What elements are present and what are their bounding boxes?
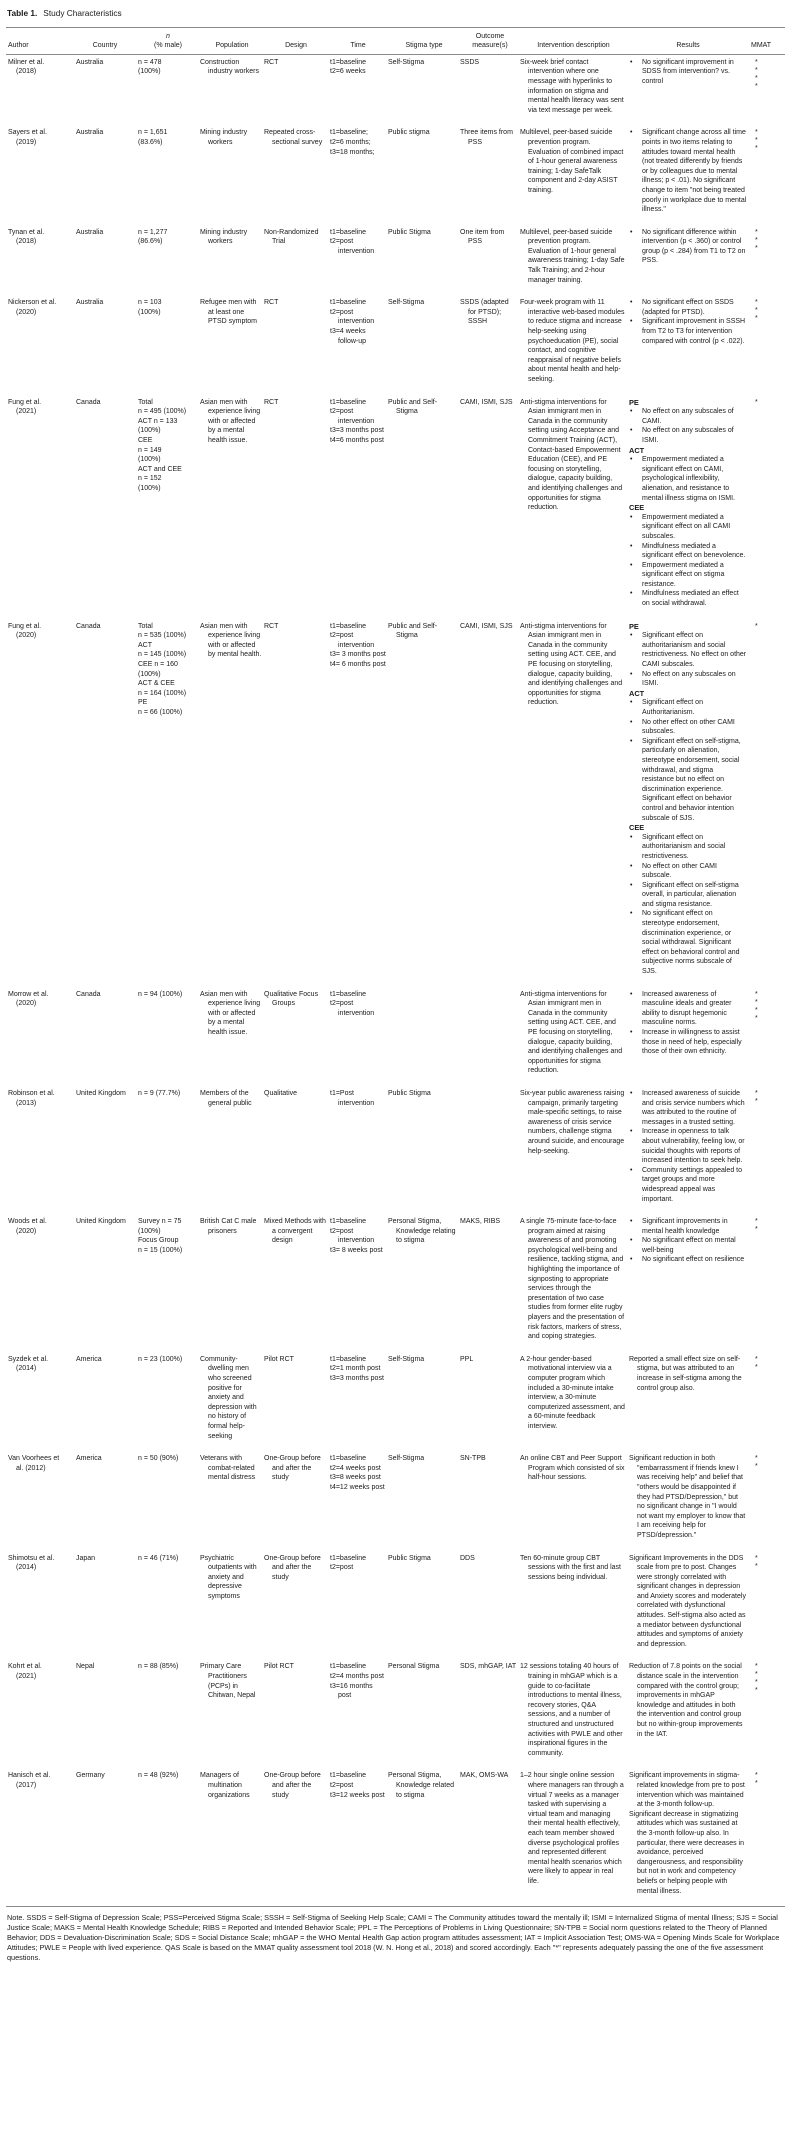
stigma-type-cell: Self-Stigma (388, 1455, 425, 1463)
mmat-star: * (755, 1663, 758, 1671)
results-cell (627, 1659, 749, 1768)
stigma-type-cell: Self-Stigma (388, 1355, 425, 1363)
results-cell (627, 619, 749, 987)
mmat-score-cell (749, 1352, 785, 1451)
author-cell: Fung et al. (2020) (8, 622, 42, 640)
mmat-star: * (755, 244, 758, 252)
mmat-star: * (755, 315, 758, 323)
table-row (6, 1659, 785, 1768)
time-cell: t1=baseline t2=post t3=12 weeks post (330, 1772, 385, 1799)
mmat-star: * (755, 998, 758, 1006)
mmat-star: * (755, 398, 758, 406)
intervention-cell: 1–2 hour single online session where managers ran through a virtual 7 weeks as a manager tasked with supervising a virtual team and managing their mental health effectively, each team member showed diverse psychological profiles and represented different mental health scenarios which were likely to appear in real life. (520, 1772, 624, 1885)
outcome-cell: MAK, OMS-WA (460, 1772, 509, 1780)
mmat-star: * (755, 1671, 758, 1679)
population-cell: Refugee men with at least one PTSD symptom (200, 299, 258, 326)
mmat-star: * (755, 622, 758, 630)
design-cell: RCT (264, 622, 279, 630)
study-characteristics-table (6, 27, 785, 1908)
sample-size-cell: n = 48 (92%) (138, 1772, 179, 1780)
mmat-score-cell (749, 54, 785, 125)
result-item: • Significant improvement in SSSH from T2 to T3 for intervention compared with control (p < .022). (629, 317, 747, 346)
header-n: n (% male) (153, 32, 182, 50)
result-item: • No effect on other CAMI subscale. (629, 862, 747, 881)
design-cell: Repeated cross-sectional survey (264, 129, 323, 146)
mmat-star: * (755, 66, 758, 74)
population-cell: Mining industry workers (200, 228, 248, 246)
sample-size-cell: n = 23 (100%) (138, 1355, 183, 1363)
result-item: • No significant difference within intervention (p < .360) or control group (p < .284) from T1 to T2 on PSS. (629, 228, 747, 266)
mmat-star: * (755, 1679, 758, 1687)
table-title: Study Characteristics (43, 8, 122, 18)
results-group-label: CEE (629, 823, 645, 833)
time-cell: t1=baseline; t2=6 months; t3=18 months; (330, 129, 375, 156)
mmat-star: * (755, 137, 758, 145)
table-row (6, 395, 785, 619)
mmat-score-cell (749, 1214, 785, 1352)
table-row (6, 1214, 785, 1352)
country-cell: Australia (76, 299, 104, 307)
country-cell: Nepal (76, 1663, 95, 1671)
results-list (629, 58, 747, 87)
mmat-score-cell (749, 1086, 785, 1214)
country-cell: America (76, 1455, 102, 1463)
population-cell: Asian men with experience living with or affected by mental health. (200, 622, 262, 659)
mmat-star: * (755, 1772, 758, 1780)
mmat-star: * (755, 1687, 758, 1695)
result-item: • Significant change across all time points in two items relating to attitudes toward mental health (not treated differently by friends or by colleagues due to mental illness; p < .01). No significant change to item "not being treated poorly in workplace due to mental illness." (629, 128, 747, 214)
sample-size-cell: n = 103 (100%) (138, 299, 162, 316)
stigma-type-cell: Public stigma (388, 129, 430, 137)
results-cell (627, 1551, 749, 1660)
outcome-cell: Three items from PSS (460, 129, 513, 146)
results-group-label: PE (629, 397, 639, 407)
result-item: • No significant improvement in SDSS from intervention? vs. control (629, 58, 747, 87)
outcome-cell: One item from PSS (460, 228, 505, 246)
results-list (629, 1089, 747, 1204)
sample-size-cell: n = 46 (71%) (138, 1554, 179, 1562)
time-cell: t1=Post intervention (330, 1089, 375, 1107)
result-text: Significant Improvements in the DDS scale from pre to post. Changes were strongly correlated with significant changes in depression and Anxiety scores and moderately correlated with dysfunctional attitudes. Self-stigma also acted as a mediator between dysfunctional attitudes and symptoms of anxiety and depression. (629, 1554, 746, 1648)
mmat-star: * (755, 990, 758, 998)
table-row (6, 987, 785, 1086)
country-cell: United Kingdom (76, 1089, 126, 1097)
table-label: Table 1. (7, 8, 38, 18)
result-item: • No significant effect on SSDS (adapted for PTSD). (629, 298, 747, 317)
mmat-star: * (755, 236, 758, 244)
sample-size-cell: Total n = 535 (100%) ACT n = 145 (100%) CEE n = 160 (100%) ACT & CEE n = 164 (100%) PE n = 66 (100%) (138, 622, 187, 716)
stigma-type-cell (388, 987, 460, 1086)
design-cell: One-Group before and after the study (264, 1554, 321, 1581)
outcome-cell: SSDS (460, 58, 480, 66)
result-item: • No effect on any subscales on ISMI. (629, 670, 747, 689)
table-row (6, 1352, 785, 1451)
result-item: • Significant effect on self-stigma overall, in particular, alienation and stigma resistance. (629, 881, 747, 910)
mmat-star: * (755, 58, 758, 66)
results-cell (627, 1214, 749, 1352)
country-cell: United Kingdom (76, 1218, 126, 1226)
header-author: Author (8, 42, 29, 50)
table-row (6, 54, 785, 125)
mmat-star: * (755, 307, 758, 315)
result-item: • No other effect on other CAMI subscales. (629, 718, 747, 737)
results-group-label: PE (629, 621, 639, 631)
mmat-score-cell (749, 395, 785, 619)
author-cell: Tynan et al. (2018) (8, 228, 45, 246)
results-cell (627, 295, 749, 394)
header-country: Country (92, 42, 118, 50)
mmat-star: * (755, 129, 758, 137)
intervention-cell: A single 75-minute face-to-face program aimed at raising awareness of and promoting psychological well-being and resilience, tackling stigma, and highlighting the importance of signposting to appropriate services through the presentation of two case studies from former elite rugby players and the presentation of risk factors, markers of stress, and coping strategies. (520, 1218, 625, 1341)
stigma-type-cell: Public Stigma (388, 1089, 431, 1097)
author-cell: Morrow et al. (2020) (8, 990, 49, 1008)
intervention-cell: Six-week brief contact intervention where one message with hyperlinks to information on stigma and mental health literacy was sent via text message per week. (520, 58, 624, 114)
results-list (629, 513, 747, 609)
results-list (629, 228, 747, 266)
time-cell: t1=baseline t2=4 months post t3=16 months post (330, 1663, 384, 1700)
mmat-star: * (755, 82, 758, 90)
mmat-star: * (755, 1218, 758, 1226)
table-row (6, 619, 785, 987)
results-list (629, 833, 747, 977)
sample-size-cell: n = 478 (100%) (138, 58, 162, 76)
author-cell: Kohrt et al. (2021) (8, 1663, 42, 1681)
intervention-cell: Four-week program with 11 interactive web-based modules to reduce stigma and increase help-seeking using psychoeducation (PE), social contact, and cognitive reappraisal of negative beliefs about mental health and help-seeking. (520, 299, 625, 383)
population-cell: Asian men with experience living with or affected by a mental health issue. (200, 398, 261, 444)
design-cell: Non-Randomized Trial (264, 228, 319, 246)
mmat-score-cell (749, 1551, 785, 1660)
result-text: Reported a small effect size on self-stigma, but was attributed to an increase in self-stigma among the control group also. (629, 1355, 742, 1392)
mmat-star: * (755, 1463, 758, 1471)
table-row (6, 225, 785, 296)
results-list (629, 990, 747, 1057)
mmat-star: * (755, 1455, 758, 1463)
country-cell: America (76, 1355, 102, 1363)
result-item: • No significant effect on stereotype endorsement, discrimination experience, or social withdrawal. Significant effect on behavioral control and subjective norms subscale of SJS. (629, 909, 747, 976)
stigma-type-cell: Self-Stigma (388, 299, 425, 307)
outcome-cell: MAKS, RIBS (460, 1218, 501, 1226)
intervention-cell: Anti-stigma interventions for Asian immigrant men in Canada in the community setting using Acceptance and Commitment Training (ACT), Contact-based Empowerment Education (CEE), and PE focusing on storytelling, dialogue, capacity building, and identifying challenges and opportunities for stigma reduction. (520, 398, 623, 512)
time-cell: t1=baseline t2=post intervention (330, 228, 375, 255)
outcome-cell (460, 987, 520, 1086)
results-list (629, 698, 747, 823)
country-cell: Australia (76, 58, 104, 66)
result-item: • Mindfulness mediated a significant effect on benevolence. (629, 542, 747, 561)
stigma-type-cell: Public and Self-Stigma (388, 398, 438, 416)
population-cell: Mining industry workers (200, 129, 248, 146)
mmat-star: * (755, 1097, 758, 1105)
time-cell: t1=baseline t2=post (330, 1554, 367, 1572)
author-cell: Shimotsu et al. (2014) (8, 1554, 55, 1572)
time-cell: t1=baseline t2=post intervention t3=4 weeks follow-up (330, 299, 375, 345)
result-text: Significant decrease in stigmatizing attitudes which was sustained at the 3-month follow-up also. In particular, there were decreases in avoidance, perceived dangerousness, and responsibility but not in work and competency beliefs or helping people with mental illness. (629, 1810, 744, 1895)
sample-size-cell: n = 94 (100%) (138, 990, 183, 998)
design-cell: RCT (264, 58, 279, 66)
result-item: • Increase in willingness to assist those in need of help, especially those of their own ethnicity. (629, 1028, 747, 1057)
results-group-label: ACT (629, 445, 645, 455)
intervention-cell: Ten 60-minute group CBT sessions with the first and last sessions being individual. (520, 1554, 621, 1581)
results-list (629, 407, 747, 445)
population-cell: Asian men with experience living with or affected by a mental health issue. (200, 990, 261, 1036)
mmat-score-cell (749, 225, 785, 296)
header-results: Results (676, 42, 700, 50)
mmat-star: * (755, 1355, 758, 1363)
mmat-score-cell (749, 1451, 785, 1550)
result-item: • Empowerment mediated a significant effect on all CAMI subscales. (629, 513, 747, 542)
results-cell (627, 125, 749, 224)
outcome-cell: CAMI, ISMI, SJS (460, 398, 513, 406)
design-cell: Mixed Methods with a convergent design (264, 1218, 326, 1245)
design-cell: Pilot RCT (264, 1663, 294, 1671)
mmat-star: * (755, 1780, 758, 1788)
time-cell: t1=baseline t2=post intervention t3= 8 weeks post (330, 1218, 383, 1254)
mmat-star: * (755, 1089, 758, 1097)
intervention-cell: A 2-hour gender-based motivational interview via a computer program which included a 30-minute intake interview, a 30-minute computerized assessment, and a 60-minute feedback interview. (520, 1355, 625, 1430)
country-cell: Australia (76, 228, 104, 236)
table-row (6, 1086, 785, 1214)
header-mmat: MMAT (751, 42, 772, 50)
author-cell: Robinson et al. (2013) (8, 1089, 55, 1107)
result-item: • Mindfulness mediated an effect on social withdrawal. (629, 589, 747, 608)
results-list (629, 298, 747, 346)
design-cell: Qualitative (264, 1089, 298, 1097)
stigma-type-cell: Public Stigma (388, 228, 431, 236)
country-cell: Canada (76, 398, 101, 406)
author-cell: Hanisch et al. (2017) (8, 1772, 51, 1789)
stigma-type-cell: Personal Stigma (388, 1663, 440, 1671)
table-row (6, 1451, 785, 1550)
intervention-cell: Anti-stigma interventions for Asian immigrant men in Canada in the community setting using ACT. CEE, and PE focusing on storytelling, dialogue, capacity building, and identifying challenges and opportunities for stigma reduction. (520, 622, 623, 707)
header-population: Population (215, 42, 249, 50)
results-list (629, 631, 747, 689)
design-cell: One-Group before and after the study (264, 1772, 321, 1799)
author-cell: Sayers et al. (2019) (8, 129, 47, 146)
stigma-type-cell: Public Stigma (388, 1554, 431, 1562)
header-stigma-type: Stigma type (405, 42, 443, 50)
design-cell: Qualitative Focus Groups (264, 990, 319, 1008)
design-cell: Pilot RCT (264, 1355, 294, 1363)
result-item: • Increase in openness to talk about vulnerability, feeling low, or suicidal thoughts with reports of increased intention to seek help. (629, 1127, 747, 1165)
table-row (6, 1768, 785, 1906)
results-cell (627, 1352, 749, 1451)
mmat-score-cell (749, 987, 785, 1086)
table-header-row (6, 27, 785, 54)
sample-size-cell: n = 9 (77.7%) (138, 1089, 181, 1097)
results-cell (627, 225, 749, 296)
mmat-star: * (755, 228, 758, 236)
mmat-star: * (755, 74, 758, 82)
population-cell: British Cat C male prisoners (200, 1218, 257, 1235)
design-cell: One-Group before and after the study (264, 1455, 321, 1482)
result-item: • Community settings appealed to target groups and more widespread appeal was important. (629, 1166, 747, 1204)
results-cell (627, 395, 749, 619)
mmat-score-cell (749, 125, 785, 224)
results-cell (627, 1768, 749, 1906)
result-text: Significant improvements in stigma-related knowledge from pre to post intervention which was maintained at the 3-month follow-up. (629, 1772, 745, 1809)
sample-size-cell: Survey n = 75 (100%) Focus Group n = 15 (100%) (138, 1218, 183, 1254)
results-list (629, 128, 747, 214)
result-item: • Significant improvements in mental health knowledge (629, 1217, 747, 1236)
results-cell (627, 54, 749, 125)
mmat-score-cell (749, 619, 785, 987)
mmat-score-cell (749, 1659, 785, 1768)
stigma-type-cell: Public and Self-Stigma (388, 622, 438, 640)
stigma-type-cell: Self-Stigma (388, 58, 425, 66)
time-cell: t1=baseline t2=post intervention t3=3 months post t4=6 months post (330, 398, 384, 444)
time-cell: t1=baseline t2=post intervention (330, 990, 375, 1017)
population-cell: Community-dwelling men who screened positive for anxiety and depression with no history of formal help-seeking (200, 1355, 257, 1440)
results-cell (627, 987, 749, 1086)
author-cell: Fung et al. (2021) (8, 398, 42, 416)
time-cell: t1=baseline t2=post intervention t3= 3 months post t4= 6 months post (330, 622, 386, 669)
outcome-cell: CAMI, ISMI, SJS (460, 622, 513, 630)
table-row (6, 125, 785, 224)
results-cell (627, 1451, 749, 1550)
author-cell: Syzdek et al. (2014) (8, 1355, 49, 1373)
mmat-star: * (755, 1014, 758, 1022)
result-item: • Increased awareness of suicide and crisis service numbers which was attributed to the routine of messages in a trusted setting. (629, 1089, 747, 1127)
result-item: • No effect on any subscales of CAMI. (629, 407, 747, 426)
result-text: Significant reduction in both "embarrassment if friends knew I was receiving help" and belief that "others would be disappointed if they had PTSD/Depression," but no significant change in "I would not want my employer to know that I am receiving help for PTSD/depression." (629, 1455, 746, 1539)
sample-size-cell: n = 88 (85%) (138, 1663, 179, 1671)
results-list (629, 1217, 747, 1265)
results-list (629, 455, 747, 503)
population-cell: Managers of multination organizations (200, 1772, 250, 1799)
author-cell: Milner et al. (2018) (8, 58, 45, 76)
result-item: • No significant effect on resilience (629, 1255, 747, 1265)
intervention-cell: Anti-stigma interventions for Asian immigrant men in Canada in the community setting using ACT. CEE, and PE focusing on storytelling, dialogue, capacity building, and identifying challenges and opportunities for stigma reduction. (520, 990, 623, 1075)
time-cell: t1=baseline t2=1 month post t3=3 months post (330, 1355, 384, 1382)
mmat-star: * (755, 299, 758, 307)
outcome-cell (460, 1086, 520, 1214)
mmat-star: * (755, 1554, 758, 1562)
country-cell: Australia (76, 129, 104, 137)
intervention-cell: An online CBT and Peer Support Program which consisted of six half-hour sessions. (520, 1455, 625, 1482)
time-cell: t1=baseline t2=4 weeks post t3=8 weeks post t4=12 weeks post (330, 1455, 385, 1491)
population-cell: Veterans with combat-related mental distress (200, 1455, 256, 1482)
country-cell: Germany (76, 1772, 105, 1780)
sample-size-cell: Total n = 495 (100%) ACT n = 133 (100%) CEE n = 149 (100%) ACT and CEE n = 152 (100%) (138, 398, 187, 492)
author-cell: Woods et al. (2020) (8, 1218, 47, 1235)
results-group-label: ACT (629, 688, 645, 698)
population-cell: Construction industry workers (200, 58, 259, 76)
outcome-cell: SDS, mhGAP, IAT (460, 1663, 517, 1671)
result-text: Reduction of 7.8 points on the social distance scale in the intervention compared with the control group; improvements in mhGAP knowledge and attitudes in both the intervention and control group but no within-group improvements in the IAT. (629, 1663, 743, 1738)
mmat-score-cell (749, 1768, 785, 1906)
country-cell: Canada (76, 622, 101, 630)
design-cell: RCT (264, 299, 279, 307)
header-time: Time (350, 42, 366, 50)
mmat-star: * (755, 1363, 758, 1371)
intervention-cell: Six-year public awareness raising campaign, primarily targeting male-specific settings, to raise awareness of crisis service numbers, challenge stigma around suicide, and encourage help-seeking. (520, 1089, 625, 1155)
result-item: • Significant effect on self-stigma, particularly on alienation, stereotype endorsement, social withdrawal, and stigma resistance but no effect on discrimination experience. Significant effect on behavior control and behavior intention subscale of SJS. (629, 737, 747, 823)
result-item: • Empowerment mediated a significant effect on CAMI, psychological inflexibility, alienation, and resistance to mental illness stigma on ISMI. (629, 455, 747, 503)
mmat-star: * (755, 1006, 758, 1014)
sample-size-cell: n = 1,651 (83.6%) (138, 129, 168, 146)
intervention-cell: Multilevel, peer-based suicide prevention program. Evaluation of 1-hour general awareness training; 1-day Safe Talk Training; and 2-hour manager training. (520, 228, 625, 284)
country-cell: Canada (76, 990, 101, 998)
result-item: • Empowerment mediated a significant effect on stigma resistance. (629, 561, 747, 590)
result-item: • No significant effect on mental well-being (629, 1236, 747, 1255)
design-cell: RCT (264, 398, 279, 406)
table-row (6, 1551, 785, 1660)
intervention-cell: Multilevel, peer-based suicide prevention program. Evaluation of combined impact of 1-hour general awareness training; 1-day SafeTalk component and 2-day ASIST training. (520, 129, 624, 194)
header-outcome: Outcome measure(s) (472, 32, 508, 50)
stigma-type-cell: Personal Stigma, Knowledge related to stigma (388, 1772, 454, 1799)
results-group-label: CEE (629, 503, 645, 513)
author-cell: Van Voorhees et al. (2012) (8, 1455, 60, 1472)
outcome-cell: DDS (460, 1554, 475, 1562)
results-cell (627, 1086, 749, 1214)
header-intervention: Intervention description (537, 42, 610, 50)
result-item: • Significant effect on Authoritarianism. (629, 698, 747, 717)
outcome-cell: SN-TPB (460, 1455, 486, 1463)
header-design: Design (285, 42, 307, 50)
result-item: • No effect on any subscales of ISMI. (629, 426, 747, 445)
result-item: • Increased awareness of masculine ideals and greater ability to disrupt hegemonic masculine norms. (629, 990, 747, 1028)
table-body (6, 54, 785, 1906)
time-cell: t1=baseline t2=6 weeks (330, 58, 367, 76)
result-item: • Significant effect on authoritarianism and social restrictiveness. No effect on other CAMI subscales. (629, 631, 747, 669)
country-cell: Japan (76, 1554, 96, 1562)
outcome-cell: SSDS (adapted for PTSD); SSSH (460, 299, 509, 326)
mmat-star: * (755, 1562, 758, 1570)
stigma-type-cell: Personal Stigma, Knowledge relating to stigma (388, 1218, 456, 1245)
table-row (6, 295, 785, 394)
table-note: Note. SSDS = Self-Stigma of Depression Scale; PSS=Perceived Stigma Scale; SSSH = Self-Stigma of Seeking Help Scale; CAMI = The Community attitudes toward the mentally ill; ISMI = Internalized Stigma of mental Illness; SJS = Social Justice Scale; MAKS = Mental Health Knowledge Schedule; RIBS = Reported and Intended Behavior Scale; PPL = The Perceptions of Problems in Living Questionnaire; SN-TPB = Social norm questions related to the Theory of Planned Behavior; DDS = Devaluation-Discrimination Scale; SDS = Social Distance Scale; mhGAP = the WHO Mental Health Gap action program attitudes assessment; IAT = Implicit Association Test; OMS-WA = Opening Minds Scale for Workplace Attitudes; PWLE = People with lived experience. QAS Scale is based on the MMAT quality assessment tool 2018 (W. N. Hong et al., 2018) and scored accordingly. Each "*" represents adequately passing the one of the five assessment questions. (7, 1913, 780, 1963)
population-cell: Psychiatric outpatients with anxiety and depressive symptoms (200, 1554, 257, 1600)
intervention-cell: 12 sessions totaling 40 hours of training in mhGAP which is a guide to co-facilitate introductions to mental illness, recovery stories, Q&A sessions, and a number of structured and unstructured activities with PWLE and other inspirational figures in the community. (520, 1663, 623, 1757)
sample-size-cell: n = 50 (90%) (138, 1455, 179, 1463)
mmat-star: * (755, 1226, 758, 1234)
population-cell: Members of the general public (200, 1089, 252, 1107)
table-caption (7, 9, 785, 19)
population-cell: Primary Care Practitioners (PCPs) in Chitwan, Nepal (200, 1663, 256, 1700)
author-cell: Nickerson et al. (2020) (8, 299, 57, 316)
outcome-cell: PPL (460, 1355, 474, 1363)
result-item: • Significant effect on authoritarianism and social restrictiveness. (629, 833, 747, 862)
mmat-star: * (755, 145, 758, 153)
mmat-score-cell (749, 295, 785, 394)
sample-size-cell: n = 1,277 (86.6%) (138, 228, 168, 246)
